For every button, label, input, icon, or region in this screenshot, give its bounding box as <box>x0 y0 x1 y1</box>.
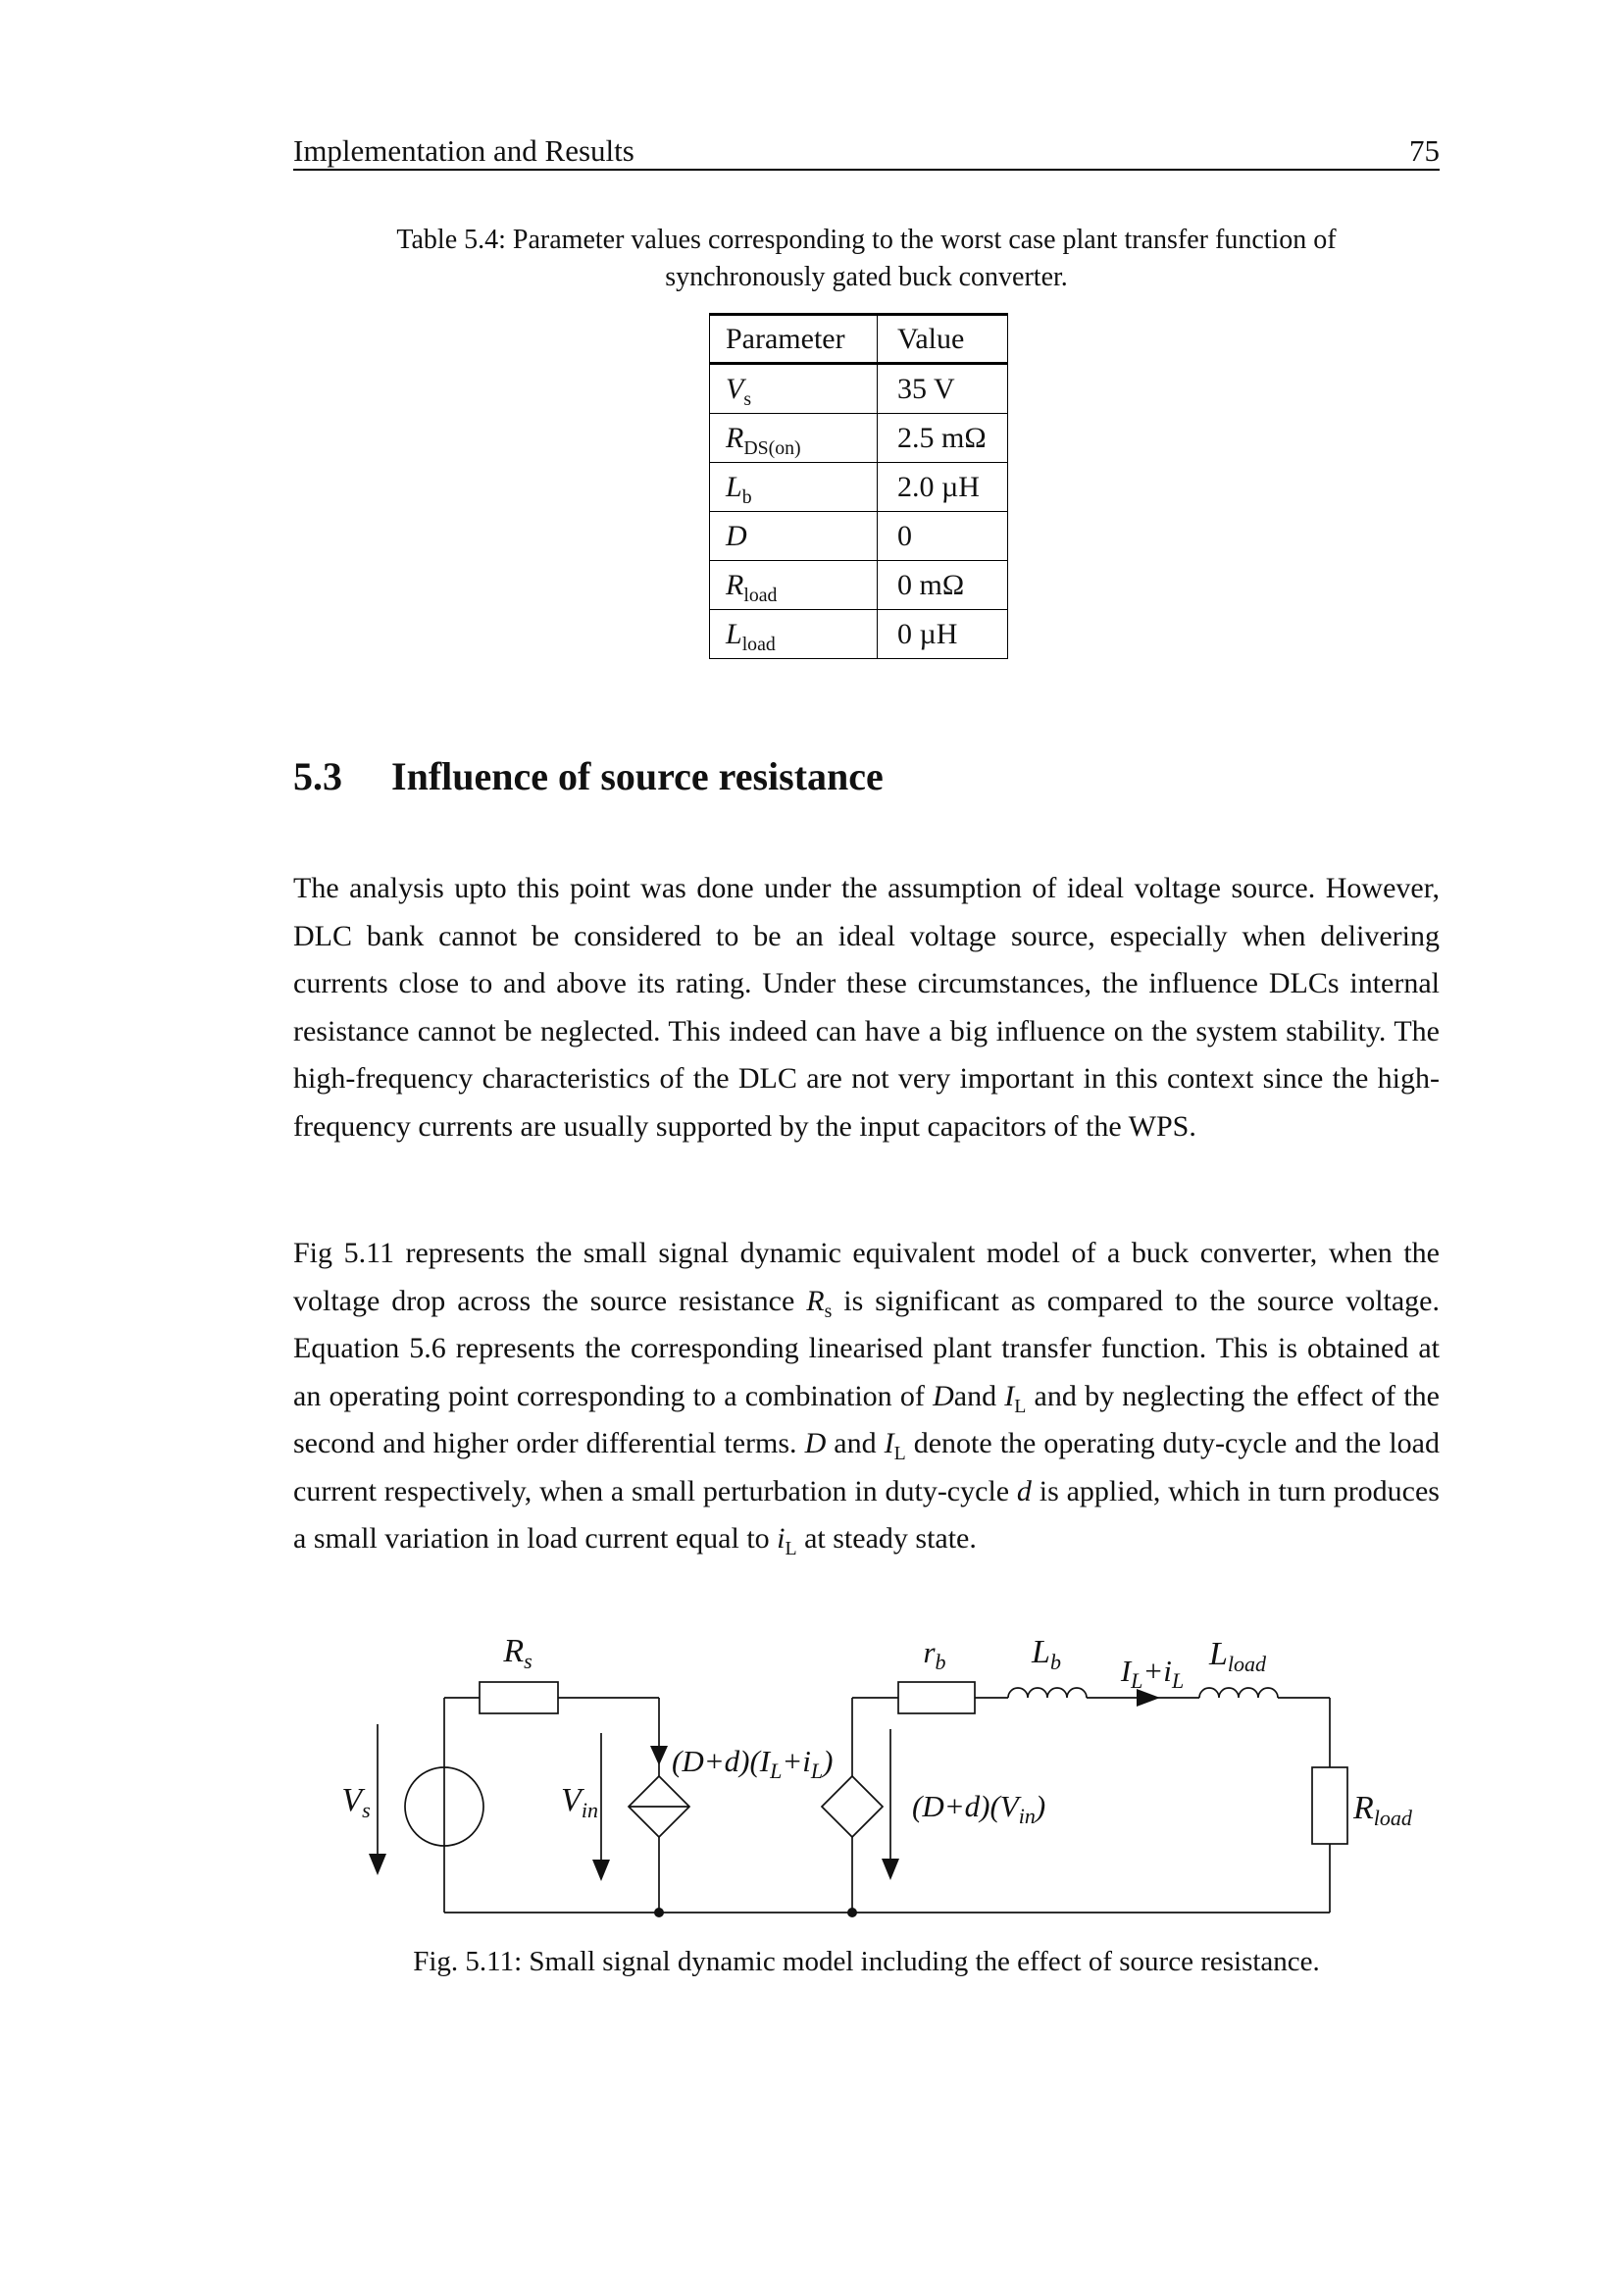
lb-inductor-coil <box>1008 1688 1087 1698</box>
value-cell: 0 µH <box>878 610 1008 659</box>
lb-label: $L_b$ <box>1032 1634 1061 1674</box>
rload-label: $R_{load}$ <box>1353 1790 1412 1830</box>
value-cell: 0 <box>878 512 1008 561</box>
rload-resistor <box>1312 1767 1347 1844</box>
lload-label: $L_{load}$ <box>1208 1636 1267 1676</box>
table-row <box>710 610 1008 659</box>
table-row <box>710 414 1008 463</box>
column-header-value: Value <box>878 315 1008 364</box>
value-cell: 0 mΩ <box>878 561 1008 610</box>
table-caption-line1: Table 5.4: Parameter values corresponding to the worst case plant transfer function of <box>396 225 1337 255</box>
value-cell: 2.0 µH <box>878 463 1008 512</box>
dep-current-label: $(D+d)(I_L+i_L)$ <box>672 1744 834 1783</box>
paragraph-2: Fig 5.11 represents the small signal dynamic equivalent model of a buck converter, when the voltage drop across the source resistance $R_s$ is significant as compared to the source voltage. Equation 5.6 represents the corresponding linearised plant transfer function. This is obtained at an operating point corresponding to a combination of Dand $I_L$ and by neglecting the effect of the second and higher order differential terms. D and $I_L$ denote the operating duty-cycle and the load current respectively, when a small perturbation in duty-cycle d is applied, which in turn produces a small variation in load current equal to $i_L$ at steady state. <box>293 1237 1440 1559</box>
table-row <box>710 364 1008 414</box>
param-cell: $V_s$ <box>710 364 878 414</box>
table-header-row <box>710 315 1008 364</box>
paragraph-1: The analysis upto this point was done under the assumption of ideal voltage source. However, DLC bank cannot be considered to be an ideal voltage source, especially when delivering currents close to and above its rating. Under these circumstances, the influence DLCs internal resistance cannot be neglected. This indeed can have a big influence on the system stability. The high-frequency characteristics of the DLC are not very important in this context since the high-frequency currents are usually supported by the input capacitors of the WPS. <box>293 872 1440 1143</box>
table-caption-line2: synchronously gated buck converter. <box>665 262 1068 292</box>
il-current-label: $I_L+i_L$ <box>1120 1654 1185 1693</box>
param-cell: $R_{load}$ <box>710 561 878 610</box>
section-heading <box>293 753 884 799</box>
rs-label: $R_s$ <box>503 1633 533 1673</box>
section-title: Influence of source resistance <box>391 754 884 798</box>
param-cell: $R_{DS(on)}$ <box>710 414 878 463</box>
table-row <box>710 512 1008 561</box>
table-row <box>710 561 1008 610</box>
param-cell: D <box>710 512 878 561</box>
value-cell: 2.5 mΩ <box>878 414 1008 463</box>
dep-voltage-source-diamond <box>822 1776 883 1837</box>
value-cell: 35 V <box>878 364 1008 414</box>
running-header-title: Implementation and Results <box>293 133 634 168</box>
column-header-parameter: Parameter <box>710 315 878 364</box>
figure-caption: Fig. 5.11: Small signal dynamic model including the effect of source resistance. <box>413 1946 1320 1977</box>
header-rule <box>293 169 1440 171</box>
rb-label: $r_b$ <box>923 1635 946 1674</box>
lload-inductor-coil <box>1199 1688 1278 1698</box>
page-number: 75 <box>1409 133 1440 168</box>
vs-arrow <box>369 1724 386 1875</box>
param-cell: $L_{load}$ <box>710 610 878 659</box>
table-caption <box>293 222 1440 296</box>
current-down-arrowhead <box>650 1746 668 1765</box>
rs-resistor <box>480 1682 558 1713</box>
vin-label: $V_{in}$ <box>561 1782 598 1822</box>
junction-dot <box>847 1908 857 1917</box>
param-cell: $L_b$ <box>710 463 878 512</box>
section-number: 5.3 <box>293 754 342 798</box>
dep-voltage-arrow <box>882 1729 899 1880</box>
circuit-figure <box>226 1608 1481 1942</box>
dep-voltage-label: $(D+d)(V_{in})$ <box>912 1789 1046 1828</box>
parameters-table <box>709 313 1008 659</box>
vs-label: $V_s$ <box>341 1782 371 1822</box>
junction-dot <box>654 1908 664 1917</box>
table-row <box>710 463 1008 512</box>
rb-resistor <box>898 1682 975 1713</box>
